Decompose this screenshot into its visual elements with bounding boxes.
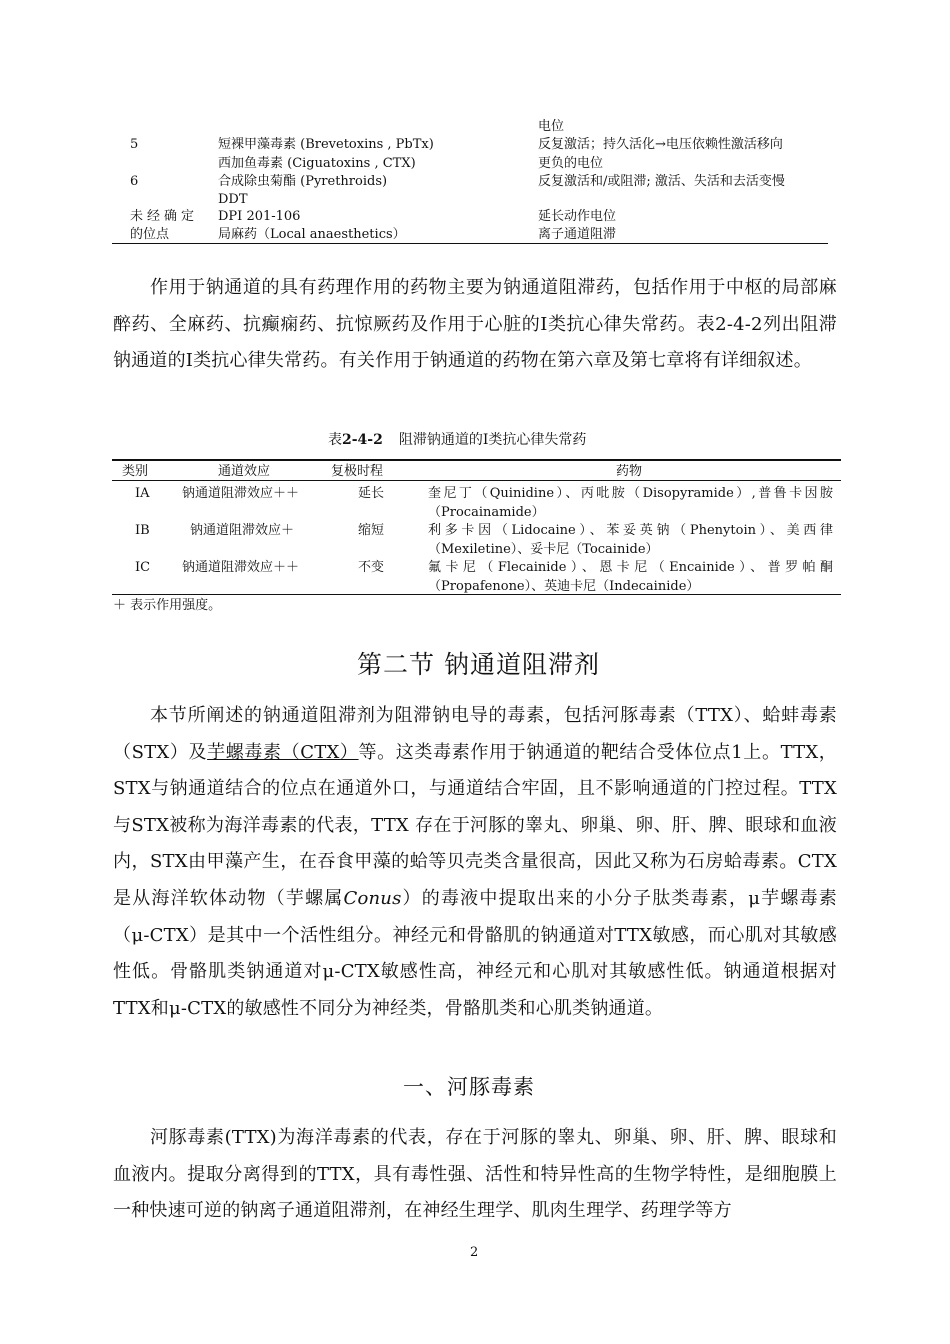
- table-row-ia-effect: 钠通道阻滞效应＋＋: [182, 486, 300, 501]
- top-table-site-row6: 的位点: [130, 227, 170, 242]
- table-row-ib-repol: 缩短: [358, 523, 385, 538]
- table-caption-number: 2-4-2: [342, 432, 383, 448]
- table-row-ic-repol: 不变: [358, 560, 385, 575]
- paragraph-ttx: 河豚毒素(TTX)为海洋毒素的代表，存在于河豚的睾丸、卵巢、卵、肝、脾、眼球和血液内。提取分离得到的TTX，具有毒性强、活性和特异性高的生物学特性，是细胞膜上一种快速可逆的钠离子通道阻滞剂，在神经生理学、肌肉生理学、药理学等方: [113, 1127, 837, 1222]
- paragraph-sodium-drugs: 作用于钠通道的具有药理作用的药物主要为钠通道阻滞药，包括作用于中枢的局部麻醉药、全麻药、抗癫痫药、抗惊厥药及作用于心脏的I类抗心律失常药。表2-4-2列出阻滞钠通道的I类抗心律失常药。有关作用于钠通道的药物在第六章及第七章将有详细叙述。: [113, 277, 837, 372]
- paragraph-blockers-part-a: 本节所阐述的钠通道阻滞剂为阻滞钠电导的毒素，包括河豚毒素（TTX）、蛤蚌毒素（STX）及: [113, 705, 837, 763]
- conus-genus: Conus: [343, 887, 402, 909]
- paragraph-blockers-part-b: 等。这类毒素作用于钠通道的靶结合受体位点1上。TTX，STX与钠通道结合的位点在通道外口，与通道结合牢固，且不影响通道的门控过程。TTX与STX被称为海洋毒素的代表，TTX 存在于河豚的睾丸、卵巢、卵、肝、脾、眼球和血液内，STX由甲藻产生，在吞食甲藻的蛤等贝壳类含量很高，因此又称为石房蛤毒素。CTX是从海洋软体动物（芋螺属: [113, 741, 837, 909]
- table-row-ic-effect: 钠通道阻滞效应＋＋: [182, 560, 300, 575]
- top-table-effect-row0: 电位: [538, 119, 565, 134]
- table-row-ib-class: IB: [135, 523, 150, 538]
- table-row-ib-drugs: 利多卡因（Lidocaine）、苯妥英钠（Phenytoin）、美西律（Mexiletine）、妥卡尼（Tocainide）: [428, 523, 833, 557]
- table-footnote: ＋ 表示作用强度。: [113, 598, 222, 613]
- table-header-class: 类别: [122, 464, 149, 479]
- top-table-effect-row3: 反复激活和/或阻滞; 激活、失活和去活变慢: [538, 174, 785, 189]
- top-table-toxin-row3: 合成除虫菊酯 (Pyrethroids): [218, 174, 388, 189]
- section-title: 第二节 钠通道阻滞剂: [357, 650, 600, 679]
- top-table-site-row1: 5: [130, 137, 139, 152]
- top-table-bottom-rule: [112, 243, 828, 244]
- page-number: 2: [470, 1245, 479, 1260]
- table-top-rule: [112, 459, 841, 461]
- top-table-toxin-row2: 西加鱼毒素 (Ciguatoxins , CTX): [218, 156, 416, 171]
- top-table-toxin-row4: DDT: [218, 192, 248, 207]
- table-header-drugs: 药物: [616, 464, 643, 479]
- table-row-ib-effect: 钠通道阻滞效应＋: [190, 523, 295, 538]
- table-caption-prefix: 表: [328, 432, 342, 448]
- paragraph-blockers: [113, 698, 837, 1027]
- top-table-effect-row2: 更负的电位: [538, 156, 604, 171]
- table-header-repol: 复极时程: [331, 464, 384, 479]
- top-table-toxin-row5: DPI 201-106: [218, 209, 301, 224]
- paragraph-blockers-part-c: ）的毒液中提取出来的小分子肽类毒素，μ芋螺毒素（μ-CTX）是其中一个活性组分。神经元和骨骼肌的钠通道对TTX敏感，而心肌对其敏感性低。骨骼肌类钠通道对μ-CTX敏感性高，神经元和心肌对其敏感性低。钠通道根据对TTX和μ-CTX的敏感性不同分为神经类，骨骼肌类和心肌类钠通道。: [113, 887, 837, 1019]
- table-row-ia-drugs: 奎尼丁（Quinidine）、丙吡胺（Disopyramide）,普鲁卡因胺（Procainamide）: [428, 486, 833, 520]
- table-row-ia-repol: 延长: [358, 486, 385, 501]
- subsection-title: 一、河豚毒素: [403, 1075, 535, 1099]
- top-table-site-row3: 6: [130, 174, 139, 189]
- top-table-toxin-row6: 局麻药（Local anaesthetics）: [218, 227, 406, 242]
- conotoxin-term: 芋螺毒素（CTX）: [207, 741, 359, 763]
- top-table-effect-row1: 反复激活；持久活化→电压依赖性激活移向: [538, 137, 783, 152]
- table-caption: [328, 429, 586, 449]
- top-table-effect-row5: 延长动作电位: [538, 209, 617, 224]
- table-row-ic-class: IC: [135, 560, 151, 575]
- table-caption-title: 阻滞钠通道的I类抗心律失常药: [398, 432, 587, 448]
- table-header-effect: 通道效应: [218, 464, 271, 479]
- table-row-ic-drugs: 氟卡尼（Flecainide）、恩卡尼（Encainide）、普罗帕酮（Propafenone）、英迪卡尼（Indecainide）: [428, 560, 833, 594]
- top-table-effect-row6: 离子通道阻滞: [538, 227, 617, 242]
- top-table-toxin-row1: 短裸甲藻毒素 (Brevetoxins , PbTx): [218, 137, 434, 152]
- top-table-site-row5: 未经确定: [130, 209, 199, 224]
- table-row-ia-class: IA: [135, 486, 150, 501]
